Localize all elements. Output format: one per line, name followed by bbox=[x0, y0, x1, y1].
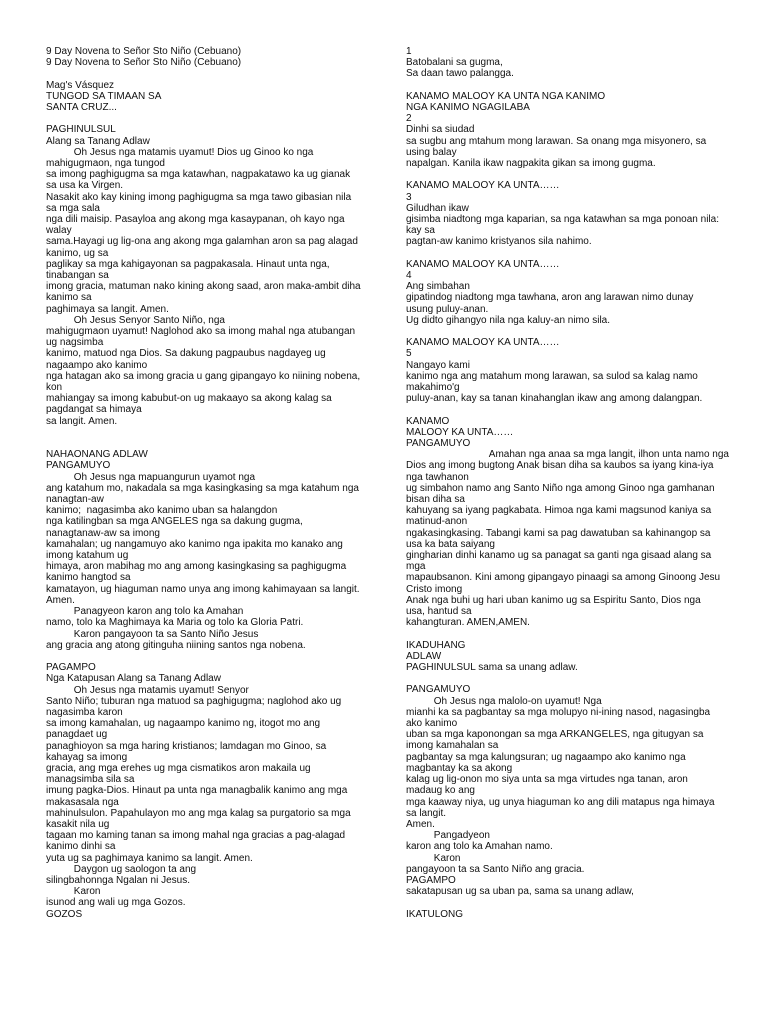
text-line: imong gracia, matuman nako kining akong saad, aron maka-ambit diha bbox=[46, 281, 361, 293]
text-line: sa langit. Amen. bbox=[46, 415, 118, 427]
text-line: Karon bbox=[406, 852, 461, 864]
text-line: IKATULONG bbox=[406, 908, 464, 920]
text-line: pagtan-aw kanimo kristyanos sila nahimo. bbox=[406, 236, 592, 248]
text-line: panaghioyon sa mga haring kristianos; lamdagan mo Ginoo, sa bbox=[46, 740, 327, 752]
text-line: SANTA CRUZ... bbox=[46, 102, 117, 113]
text-line: tinabangan sa bbox=[46, 270, 109, 282]
text-line: Alang sa Tanang Adlaw bbox=[46, 135, 150, 147]
text-line: KANAMO MALOOY KA UNTA…… bbox=[406, 337, 560, 349]
text-line: PANGAMUYO bbox=[406, 684, 471, 696]
text-line: gisimba niadtong mga kaparian, sa nga katawhan sa mga ponoan nila: bbox=[406, 214, 719, 226]
text-line: Batobalani sa gugma, bbox=[406, 57, 503, 69]
text-line: makahimo'g bbox=[406, 382, 460, 394]
text-line: PAGHINULSUL bbox=[46, 124, 116, 136]
text-line: Anak nga buhi ug hari uban kanimo ug sa Espiritu Santo, Dios nga bbox=[406, 594, 701, 606]
text-line: usa ka bata saiyang bbox=[406, 538, 495, 550]
blank-line bbox=[46, 427, 366, 438]
text-line: napalgan. Kanila ikaw nagpakita gikan sa imong gugma. bbox=[406, 158, 656, 170]
text-line: himaya, aron mabihag mo ang among kasingkasing sa paghigugma bbox=[46, 561, 347, 573]
text-line: Giludhan ikaw bbox=[406, 202, 469, 214]
text-line: Nga Katapusan Alang sa Tanang Adlaw bbox=[46, 673, 221, 685]
text-line: MALOOY KA UNTA…… bbox=[406, 426, 514, 438]
text-line: panagdaet ug bbox=[46, 729, 108, 741]
text-line: yuta ug sa paghimaya kanimo sa langit. Amen. bbox=[46, 852, 253, 864]
text-line: ang gracia ang atong gitinguha niining santos nga nobena. bbox=[46, 639, 306, 651]
text-line: isunod ang wali ug mga Gozos. bbox=[46, 897, 186, 909]
text-line: kanimo nga ang matahum mong larawan, sa sulod sa kalag namo bbox=[406, 370, 698, 382]
text-line: sa imong paghigugma sa mga katawhan, nagpakatawo ka ug gianak bbox=[46, 169, 351, 181]
text-line: kanimo sa bbox=[46, 292, 92, 304]
text-line: uban sa mga kaponongan sa mga ARKANGELES, nga gitugyan sa bbox=[406, 729, 704, 741]
text-line: nanagtanaw-aw sa imong bbox=[46, 527, 160, 539]
text-line: madaug ko ang bbox=[406, 785, 475, 797]
text-line: Daygon ug saologon ta ang bbox=[46, 863, 197, 875]
text-line: kanimo dinhi sa bbox=[46, 841, 116, 853]
text-line: Nangayo kami bbox=[406, 359, 470, 371]
text-line: mahigugmaon uyamut! Naglohod ako sa imong mahal nga atubangan bbox=[46, 326, 356, 338]
blank-line bbox=[406, 897, 726, 908]
blank-line bbox=[406, 404, 726, 415]
text-line: Oh Jesus nga matamis uyamut! Dios ug Ginoo ko nga bbox=[46, 146, 314, 158]
text-line: nga hatagan ako sa imong gracia u gang gipangayo ko niining nobena, bbox=[46, 370, 361, 382]
text-line: ngakasingkasing. Tabangi kami sa pag dawatuban sa kahinangop sa bbox=[406, 527, 711, 539]
text-line: Mag's Vásquez bbox=[46, 79, 115, 91]
blank-line bbox=[46, 651, 366, 662]
text-line: kamahalan; ug nangamuyo ako kanimo nga ipakita mo kanako ang bbox=[46, 538, 343, 550]
text-line: Amahan nga anaa sa mga langit, ilhon unta namo nga bbox=[406, 449, 729, 461]
text-line: nga dili maisip. Pasayloa ang akong mga kasaypanan, oh kayo nga bbox=[46, 214, 345, 226]
text-line: nagaampo ako kanimo bbox=[46, 359, 148, 371]
text-line: ug simbahon namo ang Santo Niño nga among Ginoo nga gamhanan bbox=[406, 482, 715, 494]
text-line: kahuyang sa iyang pagkabata. Himoa nga kami magsunod kaniya sa bbox=[406, 505, 712, 517]
blank-line bbox=[406, 248, 726, 259]
text-line: NGA KANIMO NGAGILABA bbox=[406, 102, 530, 113]
text-line: ang katahum mo, nakadala sa mga kasingkasing sa mga katahum nga bbox=[46, 482, 359, 494]
text-line: Pangadyeon bbox=[406, 830, 490, 842]
text-line: kasakit nila ug bbox=[46, 818, 110, 830]
text-line: ug nagsimba bbox=[46, 337, 104, 349]
text-line: mahigugmaon, nga tungod bbox=[46, 158, 165, 169]
text-line: silingbahonnga Ngalan ni Jesus. bbox=[46, 874, 190, 886]
text-line: kon bbox=[46, 382, 63, 394]
text-line: Karon bbox=[46, 886, 101, 898]
text-line: using balay bbox=[406, 146, 457, 158]
text-line: pagdangat sa himaya bbox=[46, 404, 142, 416]
text-line: namo, tolo ka Maghimaya ka Maria og tolo ka Gloria Patri. bbox=[46, 617, 304, 629]
text-line: 1 bbox=[406, 46, 412, 57]
text-line: PANGAMUYO bbox=[406, 438, 471, 450]
text-line: Ug didto gihangyo nila nga kaluy-an nimo sila. bbox=[406, 314, 611, 326]
text-line: Oh Jesus nga mapuangurun uyamot nga bbox=[46, 471, 256, 483]
text-line: NAHAONANG ADLAW bbox=[46, 449, 148, 461]
text-line: makasasala nga bbox=[46, 796, 119, 808]
text-line: usa, hantud sa bbox=[406, 606, 472, 618]
text-line: mapaubsanon. Kini among gipangayo pinaagi sa among Ginoong Jesu bbox=[406, 572, 721, 584]
text-line: nga katilingban sa mga ANGELES nga sa dakung gugma, bbox=[46, 516, 303, 528]
blank-line bbox=[406, 628, 726, 639]
text-line: KANAMO MALOOY KA UNTA…… bbox=[406, 180, 560, 192]
text-line: ADLAW bbox=[406, 650, 442, 662]
text-line: PAGAMPO bbox=[46, 662, 96, 674]
text-line: kamatayon, ug hiaguman namo unya ang imong kahimayaan sa langit. bbox=[46, 583, 360, 595]
text-line: Amen. bbox=[406, 818, 435, 830]
text-line: Cristo imong bbox=[406, 583, 463, 595]
text-line: Santo Niño; tuburan nga matuod sa paghigugma; naglohod ako ug bbox=[46, 695, 342, 707]
blank-line bbox=[46, 438, 366, 449]
text-line: 9 Day Novena to Señor Sto Niño (Cebuano) bbox=[46, 57, 242, 69]
text-line: Panagyeon karon ang tolo ka Amahan bbox=[46, 606, 244, 618]
text-line: sa imong kamahalan, ug nagaampo kanimo ng, itogot mo ang bbox=[46, 718, 321, 730]
text-line: Oh Jesus Senyor Santo Niño, nga bbox=[46, 314, 225, 326]
text-line: sa usa ka Virgen. bbox=[46, 180, 124, 192]
text-line: Oh Jesus nga matamis uyamut! Senyor bbox=[46, 684, 249, 696]
blank-line bbox=[406, 80, 726, 91]
text-line: 9 Day Novena to Señor Sto Niño (Cebuano) bbox=[46, 46, 242, 57]
text-line: 4 bbox=[406, 270, 412, 282]
text-line: paghimaya sa langit. Amen. bbox=[46, 303, 169, 315]
blank-line bbox=[406, 326, 726, 337]
text-line: pagbantay sa mga kalungsuran; ug nagaampo ako kanimo nga bbox=[406, 751, 686, 763]
text-line: KANAMO MALOOY KA UNTA…… bbox=[406, 258, 560, 270]
text-line: PAGHINULSUL sama sa unang adlaw. bbox=[406, 662, 578, 674]
text-line: imong katahum ug bbox=[46, 550, 129, 562]
text-line: Oh Jesus nga malolo-on uyamut! Nga bbox=[406, 695, 602, 707]
text-line: 3 bbox=[406, 191, 412, 203]
text-line: usung puluy-anan. bbox=[406, 303, 489, 315]
text-line: PAGAMPO bbox=[406, 874, 456, 886]
text-line: kay sa bbox=[406, 225, 435, 237]
text-line: Dinhi sa siudad bbox=[406, 124, 475, 136]
text-line: bisan diha sa bbox=[406, 494, 465, 506]
text-line: mga kaaway niya, ug unya hiaguman ko ang dili matapus nga himaya bbox=[406, 796, 715, 808]
text-line: mahiangay sa imong kabubut-on ug makaayo sa akong kalag sa bbox=[46, 393, 332, 405]
text-line: IKADUHANG bbox=[406, 639, 466, 651]
text-line: kanimo, ug sa bbox=[46, 247, 109, 259]
text-line: nagasimba karon bbox=[46, 706, 123, 718]
text-line: kahangturan. AMEN,AMEN. bbox=[406, 617, 530, 629]
text-line: Dios ang imong bugtong Anak bisan diha sa kaubos sa iyang kina-iya bbox=[406, 460, 714, 472]
text-line: gipatindog niadtong mga tawhana, aron ang larawan nimo dunay bbox=[406, 292, 694, 304]
text-line: KANAMO MALOOY KA UNTA NGA KANIMO bbox=[406, 90, 606, 102]
text-line: mianhi ka sa pagbantay sa mga molupyo ni-ining nasod, nagasingba bbox=[406, 706, 711, 718]
text-line: kanimo, matuod nga Dios. Sa dakung pagpaubus nagdayeg ug bbox=[46, 348, 326, 360]
text-line: sakatapusan ug sa uban pa, sama sa unang adlaw, bbox=[406, 886, 634, 898]
text-line: 2 bbox=[406, 113, 412, 125]
text-line: Ang simbahan bbox=[406, 281, 470, 293]
blank-line bbox=[46, 68, 366, 79]
text-line: Nasakit ako kay kining imong paghigugma sa mga tawo gibasian nila bbox=[46, 191, 352, 203]
text-line: karon ang tolo ka Amahan namo. bbox=[406, 841, 553, 853]
blank-line bbox=[46, 113, 366, 124]
text-line: KANAMO bbox=[406, 415, 450, 427]
blank-line bbox=[406, 673, 726, 684]
text-line: kanimo; nagasimba ako kanimo uban sa halangdon bbox=[46, 505, 278, 517]
left-column bbox=[46, 46, 366, 920]
text-line: Karon pangayoon ta sa Santo Niño Jesus bbox=[46, 628, 259, 640]
text-line: matinud-anon bbox=[406, 516, 468, 528]
text-line: sa sugbu ang mtahum mong larawan. Sa onang mga misyonero, sa bbox=[406, 135, 707, 147]
text-line: kahayag sa imong bbox=[46, 751, 128, 763]
text-line: kanimo hangtod sa bbox=[46, 572, 131, 584]
text-line: Amen. bbox=[46, 594, 75, 606]
text-line: GOZOS bbox=[46, 908, 83, 920]
text-line: tagaan mo kaming tanan sa imong mahal nga gracias a pag-alagad bbox=[46, 830, 346, 842]
text-line: gracia, ang mga erehes ug mga cismatikos aron makaila ug bbox=[46, 762, 311, 774]
text-line: PANGAMUYO bbox=[46, 460, 111, 472]
text-line: sa mga sala bbox=[46, 202, 100, 214]
text-line: nanagtan-aw bbox=[46, 494, 104, 506]
text-line: kalag ug lig-onon mo siya unta sa mga virtudes nga tanan, aron bbox=[406, 774, 688, 786]
text-line: walay bbox=[46, 225, 72, 237]
text-line: paglikay sa mga kahigayonan sa pagpakasala. Hinaut unta nga, bbox=[46, 258, 330, 270]
text-line: Sa daan tawo palangga. bbox=[406, 68, 514, 80]
text-line: 5 bbox=[406, 348, 412, 360]
text-line: nga tawhanon bbox=[406, 471, 469, 483]
text-line: sama.Hayagi ug lig-ona ang akong mga galamhan aron sa pag alagad bbox=[46, 236, 358, 248]
text-line: magbantay ka sa akong bbox=[406, 762, 513, 774]
text-line: mahinulsulon. Papahulayon mo ang mga kalag sa purgatorio sa mga bbox=[46, 807, 351, 819]
text-line: puluy-anan, kay sa tanan kinahanglan ikaw ang among dalangpan. bbox=[406, 393, 703, 405]
text-line: TUNGOD SA TIMAAN SA bbox=[46, 90, 162, 102]
text-line: imong kamahalan sa bbox=[406, 740, 499, 752]
text-line: pangayoon ta sa Santo Niño ang gracia. bbox=[406, 863, 585, 875]
text-line: ako kanimo bbox=[406, 718, 458, 730]
text-line: gingharian dinhi kanamo ug sa panagat sa ganti nga gisaad alang sa bbox=[406, 550, 712, 562]
text-line: managsimba sila sa bbox=[46, 774, 135, 786]
blank-line bbox=[406, 169, 726, 180]
text-line: mga bbox=[406, 561, 426, 573]
text-line: imung pagka-Dios. Hinaut pa unta nga managbalik kanimo ang mga bbox=[46, 785, 348, 797]
right-column bbox=[406, 46, 729, 920]
text-line: sa langit. bbox=[406, 807, 447, 819]
